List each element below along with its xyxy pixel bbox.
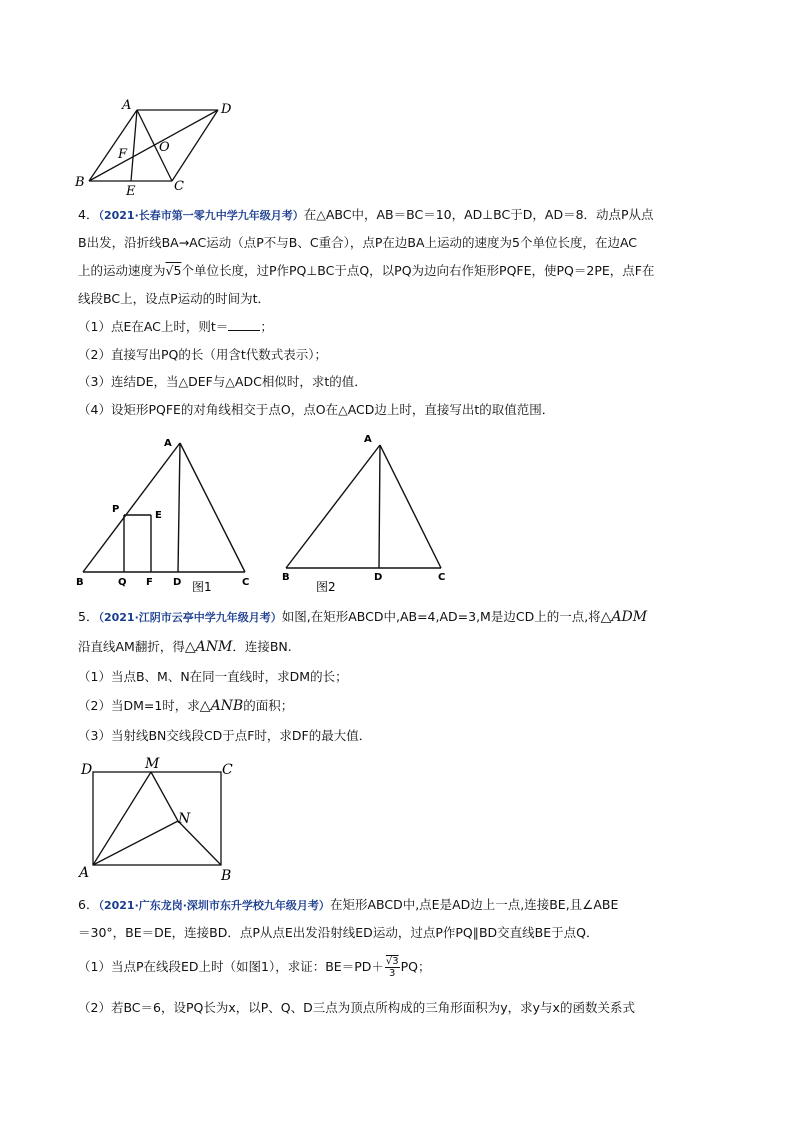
q5-source: （2021·江阴市云亭中学九年级月考）	[98, 611, 282, 624]
q6-sub-1a: （1）当点P在线段ED上时（如图1），求证：BE＝PD＋	[78, 959, 384, 974]
figure-q5	[75, 755, 245, 883]
q5-sub-1	[78, 668, 718, 686]
label-E: E	[126, 184, 136, 199]
label-F: F	[146, 577, 153, 588]
q5-math-adm: △ADM	[600, 609, 648, 625]
q4-sub-4-text: （4）设矩形PQFE的对角线相交于点O，点O在△ACD边上时，直接写出t的取值范围．	[78, 402, 555, 417]
q4-sub-2	[78, 346, 718, 364]
q5-text-2a: 沿直线AM翻折，得	[78, 639, 185, 654]
q5-text-2b: ．连接BN.	[232, 639, 292, 654]
q5-number: 5．	[78, 609, 99, 624]
q4-text-3b: 个单位长度，过P作PQ⊥BC于点Q，以PQ为边向右作矩形PQFE，使PQ＝2PE，点F在	[181, 263, 655, 278]
label-C: C	[174, 179, 184, 194]
label-M: M	[145, 756, 160, 772]
label-B: B	[282, 572, 290, 583]
answer-blank	[228, 318, 260, 331]
label-N: N	[178, 811, 191, 827]
q5-sub-3	[78, 727, 718, 745]
q4-line-1	[78, 206, 718, 225]
label-E: E	[155, 510, 162, 521]
q6-line-2	[78, 924, 718, 942]
label-C: C	[222, 762, 233, 778]
figure-parallelogram	[70, 95, 250, 200]
q4-sub-1-end: ；	[260, 319, 273, 334]
q4-line-4	[78, 290, 718, 308]
fraction-numerator: √3	[385, 956, 399, 967]
q6-sub-1b: PQ；	[400, 959, 431, 974]
fraction-sqrt3-over-3	[385, 956, 400, 979]
label-A: A	[364, 434, 372, 445]
label-A: A	[122, 98, 132, 113]
figure-q4-2	[278, 432, 458, 592]
q5-sub-2b: 的面积；	[243, 698, 294, 713]
q4-source: （2021·长春市第一零九中学九年级月考）	[98, 209, 304, 222]
q5-math-anb: △ANB	[199, 698, 244, 714]
label-P: P	[112, 504, 120, 515]
q5-sub-2	[78, 697, 718, 715]
q4-sub-3	[78, 373, 718, 391]
q4-sub-1-text: （1）点E在AC上时，则t＝	[78, 319, 229, 334]
q4-sqrt5: √5	[165, 263, 182, 278]
q4-number: 4．	[78, 207, 99, 222]
q6-sub-1	[78, 956, 718, 979]
label-D: D	[81, 762, 93, 778]
label-D: D	[173, 577, 182, 588]
q4-text-1: 在△ABC中，AB＝BC＝10，AD⊥BC于D，AD＝8．动点P从点	[303, 207, 654, 222]
q5-sub-2a: （2）当DM=1时，求	[78, 698, 200, 713]
q5-line-1	[78, 608, 718, 627]
caption-fig1: 图1	[192, 580, 212, 592]
label-Q: Q	[118, 577, 127, 588]
label-B: B	[221, 868, 232, 883]
q6-source: （2021·广东龙岗·深圳市东升学校九年级月考）	[98, 899, 330, 912]
label-D: D	[221, 102, 232, 117]
label-A: A	[164, 438, 172, 449]
label-A: A	[79, 865, 90, 881]
q6-sub-2-text: （2）若BC＝6，设PQ长为x，以P、Q、D三点为顶点所构成的三角形面积为y，求y与x的函数关系式	[78, 1000, 635, 1015]
label-O: O	[159, 140, 170, 155]
q4-text-4: 线段BC上，设点P运动的时间为t．	[78, 291, 271, 306]
q4-text-3a: 上的运动速度为	[78, 263, 166, 278]
label-C: C	[242, 577, 250, 588]
q6-line-1	[78, 896, 718, 915]
fraction-denominator: 3	[389, 968, 396, 979]
q4-sub-2-text: （2）直接写出PQ的长（用含t代数式表示）；	[78, 347, 327, 362]
label-F: F	[118, 147, 128, 162]
q5-text-1: 如图,在矩形ABCD中,AB=4,AD=3,M是边CD上的一点,将	[281, 609, 601, 624]
figure-q4-1	[70, 432, 270, 592]
label-D: D	[374, 572, 383, 583]
q4-line-2	[78, 234, 718, 252]
label-B: B	[75, 175, 85, 190]
label-C: C	[438, 572, 446, 583]
q5-math-anm: △ANM	[184, 639, 233, 655]
label-B: B	[76, 577, 84, 588]
q5-sub-3-text: （3）当射线BN交线段CD于点F时，求DF的最大值．	[78, 728, 372, 743]
caption-fig2: 图2	[316, 580, 336, 592]
q6-number: 6．	[78, 897, 99, 912]
q4-sub-1	[78, 318, 718, 336]
q6-sub-2	[78, 999, 718, 1017]
q5-line-2	[78, 638, 718, 656]
q6-text-1: 在矩形ABCD中,点E是AD边上一点,连接BE,且∠ABE	[329, 897, 619, 912]
q4-sub-4	[78, 401, 718, 419]
q4-sub-3-text: （3）连结DE，当△DEF与△ADC相似时，求t的值．	[78, 374, 367, 389]
q4-text-2: B出发，沿折线BA→AC运动（点P不与B、C重合），点P在边BA上运动的速度为5个单位长度，在边AC	[78, 235, 638, 250]
q4-line-3	[78, 262, 718, 280]
q6-text-2: ＝30°，BE＝DE，连接BD．点P从点E出发沿射线ED运动，过点P作PQ∥BD交直线BE于点Q．	[78, 925, 599, 940]
q5-sub-1-text: （1）当点B、M、N在同一直线时，求DM的长；	[78, 669, 348, 684]
